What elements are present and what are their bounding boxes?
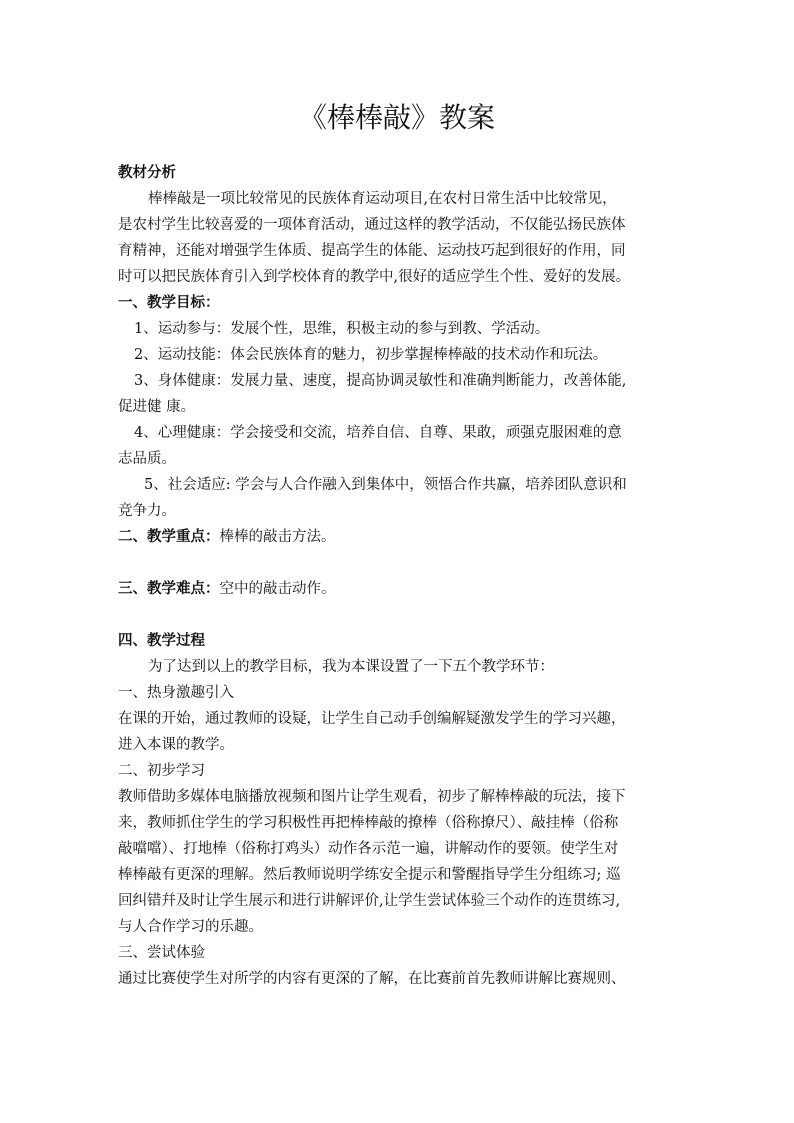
section-heading-process: 四、教学过程 [118, 632, 205, 649]
section-heading-goals: 一、教学目标： [118, 294, 220, 311]
section-heading-analysis: 教材分析 [118, 164, 176, 181]
key-point-line [118, 524, 678, 550]
key-point-text: 棒棒的敲击方法。 [219, 529, 336, 545]
paragraph-line: 敲噹噹）、打地棒（俗称打鸡头）动作各示范一遍，讲解动作的要领。使学生对 [118, 841, 619, 857]
paragraph-line: 通过比赛使学生对所学的内容有更深的了解，在比赛前首先教师讲解比赛规则、 [118, 971, 626, 987]
paragraph-line: 与人合作学习的乐趣。 [118, 919, 263, 935]
document-body [118, 160, 678, 992]
paragraph-line: 是农村学生比较喜爱的一项体育活动，通过这样的教学活动，不仅能弘扬民族体 [118, 217, 626, 233]
paragraph-line: 育精神，还能对增强学生体质、提高学生的体能、运动技巧起到很好的作用，同 [118, 243, 626, 259]
key-point-label: 二、教学重点： [118, 528, 220, 545]
step-heading-learning: 二、初步学习 [118, 763, 205, 779]
goal-line: 3、身体健康：发展力量、速度，提高协调灵敏性和准确判断能力，改善体能, [134, 373, 627, 389]
paragraph-line: 回纠错幷及时让学生展示和进行讲解评价,让学生尝试体验三个动作的连贯练习, [118, 893, 621, 909]
paragraph-line: 棒棒敲有更深的理解。然后教师说明学练安全提示和警醒指导学生分组练习; 巡 [118, 867, 621, 883]
goal-line: 5、社会适应: 学会与人合作融入到集体中，领悟合作共赢，培养团队意识和 [144, 477, 627, 493]
goal-line: 4、心理健康：学会接受和交流，培养自信、自尊、果敢，顽强克服困难的意 [134, 425, 622, 441]
goal-line: 志品质。 [118, 451, 176, 467]
difficulty-text: 空中的敲击动作。 [219, 581, 336, 597]
paragraph-line: 时可以把民族体育引入到学校体育的教学中,很好的适应学生个性、爱好的发展。 [118, 269, 631, 285]
paragraph-line: 棒棒敲是一项比较常见的民族体育运动项目,在农村日常生活中比较常见， [148, 191, 617, 207]
goal-line: 促进健 康。 [118, 399, 196, 415]
step-heading-trial: 三、尝试体验 [118, 945, 205, 961]
step-heading-warmup: 一、热身激趣引入 [118, 685, 234, 701]
paragraph-line: 在课的开始，通过教师的设疑，让学生自己动手创编解疑激发学生的学习兴趣， [118, 711, 626, 727]
goal-line: 1、运动参与：发展个性，思维，积极主动的参与到教、学活动。 [134, 321, 550, 337]
paragraph-line: 进入本课的教学。 [118, 737, 234, 753]
goal-line: 2、运动技能：体会民族体育的魅力，初步掌握棒棒敲的技术动作和玩法。 [134, 347, 608, 363]
document-title: 《棒棒敲》教案 [298, 101, 495, 134]
difficulty-line [118, 576, 678, 602]
paragraph-line: 教师借助多媒体电脑播放视频和图片让学生观看，初步了解棒棒敲的玩法，接下 [118, 789, 626, 805]
difficulty-label: 三、教学难点： [118, 580, 220, 597]
paragraph-line: 来，教师抓住学生的学习积极性再把棒棒敲的撩棒（俗称撩尺）、敲挂棒（俗称 [118, 815, 619, 831]
goal-line: 竞争力。 [118, 503, 176, 519]
process-intro: 为了达到以上的教学目标，我为本课设置了一下五个教学环节： [148, 659, 554, 675]
